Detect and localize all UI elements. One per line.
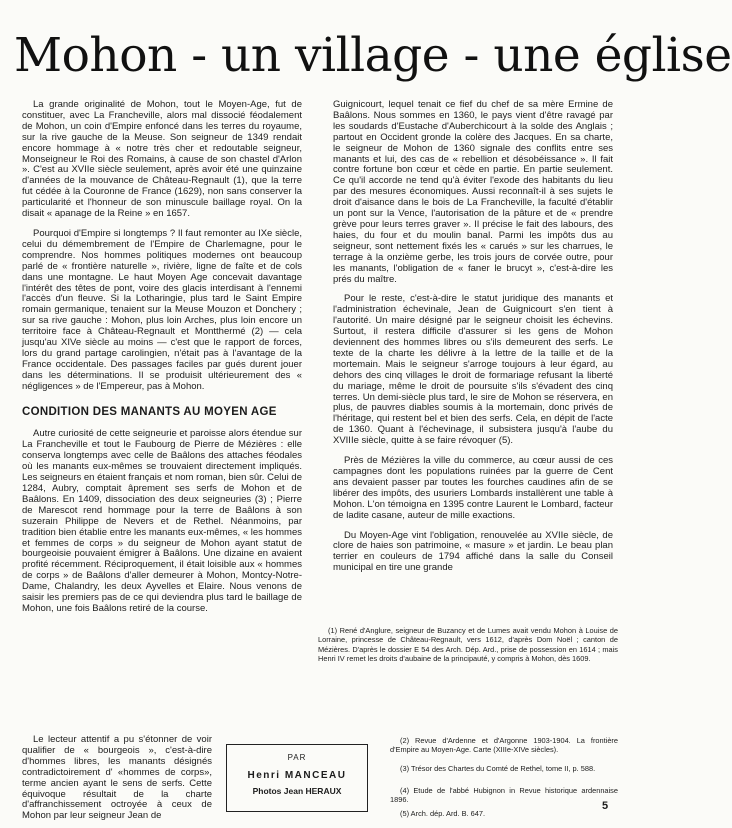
credits-by: PAR (287, 753, 307, 762)
photo-credit: Photos Jean HERAUX (252, 786, 342, 796)
paragraph: Près de Mézières la ville du commerce, au cœur aussi de ces campagnes dont les populations ruinées par la guerre de Cent ans devaient passer par toutes les fourches caudines afin de se libérer des impôts, des usuriers Lombards installèrent une table à Mohon. L'on témoigna en 1395 contre Laurent le Lombard, facteur de ladite casane, auteur de mille exactions. (333, 455, 613, 521)
page-number: 5 (602, 800, 609, 812)
paragraph: Autre curiosité de cette seigneurie et paroisse alors étendue sur La Francheville et tout le Faubourg de Pierre de Mézières : elle conserva longtemps avec celle de Baâlons des attaches féodales où les manants eux-mêmes se trouvaient directement impliqués. Les seigneurs en étaient français et nom roman, bien sûr. Celui de 1284, Aubry, comptait âprement ses serfs de Mohon et de Baâlons. En 1409, dissociation des deux seigneuries (3) ; Pierre de Marescot rend hommage pour la terre de Baâlons à son suzerain Philippe de Nevers et de Rethel. Néanmoins, par tradition bien établie entre les manants eux-mêmes, « les hommes et femmes de corps » du seigneur de Mohon ayant statut de bourgeoisie pouvaient émigrer à Baâlons. Une dizaine en avaient profité récemment. Réciproquement, il était loisible aux « hommes de corps » de Baâlons d'aller demeurer à Mohon, Montcy-Notre-Dame, Chalandry, les deux Ayvelles et Elaire. Nous venons de saisir les premiers pas de ce qui deviendra plus tard le baillage de Mohon, une fois Baâlons retiré de la course. (22, 428, 302, 614)
footnote: (5) Arch. dép. Ard. B. 647. (400, 809, 486, 818)
paragraph: Guignicourt, lequel tenait ce fief du chef de sa mère Ermine de Baâlons. Nous sommes en 1360, le pays vient d'être ravagé par les soudards d'Eustache d'Auberchicourt à la solde des Anglais ; partout en Occident gronde la colère des Jacques. En sa charte, le seigneur de Mohon de 1360 signale des conflits entre ses manants et lui, des cas de « rebellion et désobéissance ». Il fait contre fortune bon cœur et cède en partie. En partie seulement. Ce qu'il accorde ne tend qu'à éviter l'exode des habitants du lieu par des mesures économiques. Aussi reconnaît-il à ses sujets le droit d'aisance dans le bois de La Francheville, la faculté d'établir un pont sur la Vence, l'autorisation de la pâture et de « prendre grève pour leurs terres graver ». Il précise le fait des labours, des haies, du four et du moulin banal. Parmi les impôts dus au seigneur, sont nettement fixés les « carués » sur les charrues, le terrage à la onzième gerbe, les trois jours de corvée outre, pour les manants, l'obligation de « faner le brucyt », c'est-à-dire les prés du maître. (333, 99, 613, 285)
footnotes (318, 626, 618, 818)
footnote: (1) René d'Anglure, seigneur de Buzancy et de Lumes avait vendu Mohon à Louise de Lorraine, princesse de Château-Regnault, vers 1612, d'après Dom Noël ; canton de Mézières. D'après le dossier E 54 des Arch. Dép. Ard., prise de possession en 1614 ; mais Henri IV remet les droits d'aubaine de la principauté, y compris à Mohon, dès 1609. (318, 626, 618, 663)
footnote: (2) Revue d'Ardenne et d'Argonne 1903-1904. La frontière d'Empire au Moyen-Age. Carte (XIIIe-XIVe siècles). (390, 736, 618, 755)
paragraph: Du Moyen-Age vint l'obligation, renouvelée au XVIIe siècle, de clore de haies son patrimoine, « masure » et jardin. Le beau plan terrier en couleurs de 1794 affiché dans la salle du Conseil municipal en tire une grande (333, 529, 613, 574)
page-title: Mohon - un village - une église (14, 28, 732, 83)
paragraph: Pourquoi d'Empire si longtemps ? Il faut remonter au IXe siècle, celui du démembrement de l'Empire de Charlemagne, pour le comprendre. Nos hommes politiques modernes ont beaucoup parlé de « frontière naturelle », rivière, ligne de faîte et de cols dans une montagne. Le haut Moyen Age concevait davantage l'intérêt des têtes de pont, voire des glacis interdisant à l'ennemi l'accès d'un fleuve. Si la Lotharingie, plus tard le Saint Empire romain germanique, tenaient sur la Meuse Mouzon et Donchery ; sur sa rive gauche : Mohon, plus loin Arches, plus loin encore un territoire face à Château-Regnault et Montthermé (2) — cela jusqu'au XIVe siècle au moins — c'est que le rapport de forces, lors du grand partage carolingien, n'était pas à l'avantage de la France occidentale. Des passages faciles par gués durent jouer dans les déterminations. Il se produisit ultérieurement des « négligences » de l'Empereur, pas à Mohon. (22, 227, 302, 392)
paragraph: Le lecteur attentif a pu s'étonner de voir qualifier de « bourgeois », c'est-à-dire d'hommes libres, les manants désignés contradictoirement d' «hommes de corps», terme ancien ayant le sens de serfs. Cette équivoque résultait de la charte d'affranchissement octroyée à ceux de Mohon par leur seigneur Jean de (22, 734, 212, 822)
right-column (333, 100, 613, 583)
paragraph: Pour le reste, c'est-à-dire le statut juridique des manants et l'administration échevinale, Jean de Guignicourt s'en tient à l'autorité. Un maire désigné par le seigneur choisit les échevins. Surtout, il restera difficile d'assurer si les gens de Mohon deviennent des hommes libres ou s'ils demeurent des serfs. Le texte de la charte les délivre à la lettre de la taille et de la mortemain. Mais le seigneur s'arroge toujours à leur égard, au dehors des cinq villages le droit de formariage refusant la liberté du mariage, même le droit de poursuite s'ils s'évadent des cinq terres. Un demi-siècle plus tard, le sire de Mohon se réservera, en plus, de pauvres diables soumis à la mortemain, donc privés de l'héritage, qui restent bel et bien des serfs. Cela, en dépit de l'acte de 1360. Quant à l'échevinage, il subsistera jusqu'à l'aube du XVIIIe siècle, quitte à se faire révoquer (5). (333, 293, 613, 447)
section-heading: CONDITION DES MANANTS AU MOYEN AGE (22, 405, 277, 418)
bottom-left-column (22, 735, 212, 822)
left-column (22, 100, 302, 624)
author-credits-box (226, 744, 368, 812)
paragraph: La grande originalité de Mohon, tout le Moyen-Age, fut de constituer, avec La Francheville, alors mal dissocié féodalement de Mohon, un coin d'Empire enfoncé dans les terres du royaume, sur la rive gauche de la Meuse. Son seigneur de 1349 rendait encore hommage à « notre très cher et redoutable seigneur, Monseigneur le Roi des Romains, à cause de son chastel d'Arlon ». C'est au XVIIe siècle seulement, après avoir été une quinzaine d'années de la mouvance de Château-Regnault (1), que la terre fut cédée à la Couronne de France (1629), non sans conserver la particularité et l'honneur de son minuscule baillage royal. On la disait « apanage de la Reine » en 1657. (22, 99, 302, 220)
footnote: (3) Trésor des Chartes du Comté de Rethel, tome II, p. 588. (400, 764, 596, 773)
author-name: Henri MANCEAU (247, 770, 347, 781)
footnote: (4) Etude de l'abbé Hubignon in Revue historique ardennaise 1896. (390, 786, 618, 805)
